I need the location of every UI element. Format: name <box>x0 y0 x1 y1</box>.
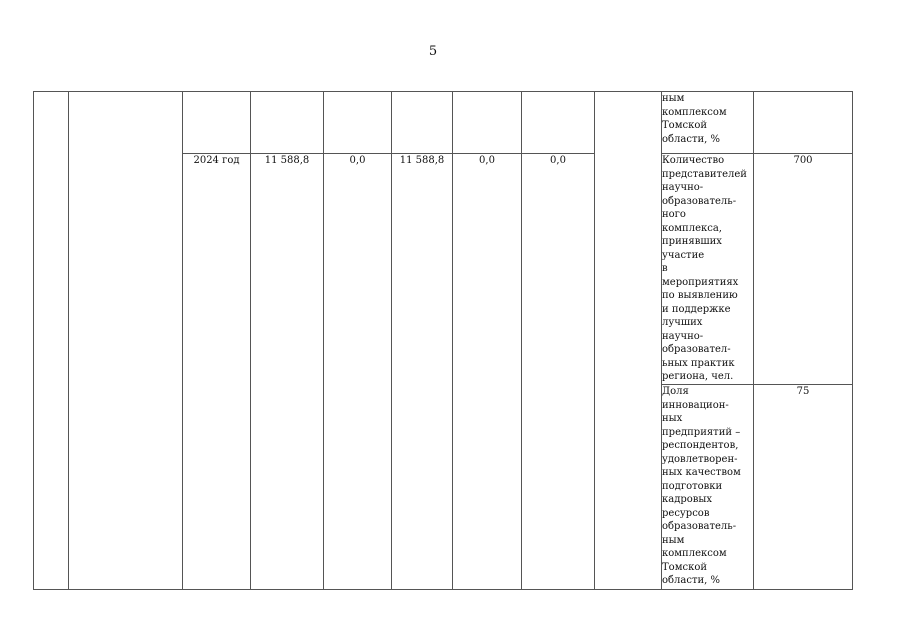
indicator-value: 700 <box>754 154 853 385</box>
total-cell: 11 588,8 <box>251 154 324 590</box>
other-cell: 0,0 <box>522 154 595 590</box>
year-cell: 2024 год <box>183 154 251 590</box>
local-cell: 0,0 <box>453 154 522 590</box>
year-cell-empty <box>183 92 251 154</box>
regional-cell-empty <box>392 92 453 154</box>
federal-cell: 0,0 <box>324 154 392 590</box>
indicator-cell-top: ным комплексом Томской области, % <box>662 92 754 154</box>
value-cell-top <box>754 92 853 154</box>
continuation-row <box>34 92 853 154</box>
federal-cell-empty <box>324 92 392 154</box>
indicator-cell: Количество представителей научно- образователь- ного комплекса, принявших участие в мероприятиях по выявлению и поддержке лучших научно- образовател- ьных практик региона, чел. <box>662 154 754 385</box>
local-cell-empty <box>453 92 522 154</box>
total-cell-empty <box>251 92 324 154</box>
regional-cell: 11 588,8 <box>392 154 453 590</box>
col-name-cell <box>69 92 183 590</box>
executor-cell <box>595 92 662 590</box>
page-number: 5 <box>428 44 438 59</box>
col-number-cell <box>34 92 69 590</box>
indicator-value: 75 <box>754 385 853 590</box>
indicator-cell: Доля инновацион- ных предприятий – респондентов, удовлетворен- ных качеством подготовки кадровых ресурсов образователь- ным комплексом Томской области, % <box>662 385 754 590</box>
program-table <box>33 91 853 590</box>
other-cell-empty <box>522 92 595 154</box>
